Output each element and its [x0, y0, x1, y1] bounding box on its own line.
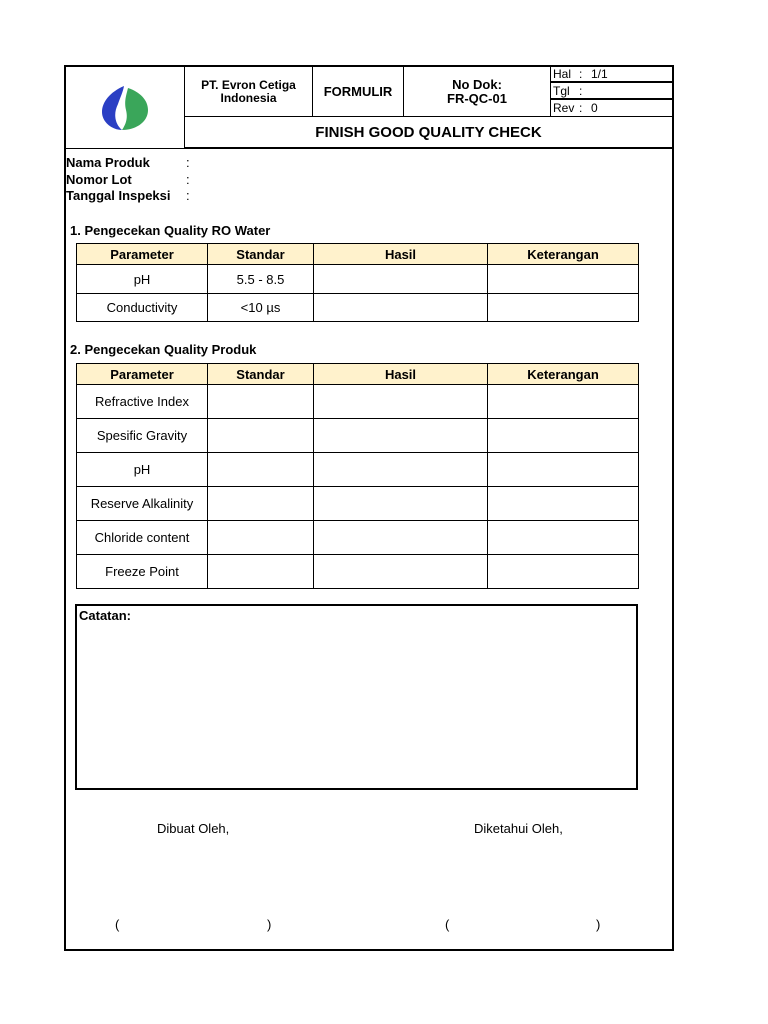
section2-title: 2. Pengecekan Quality Produk [70, 342, 257, 357]
cell-parameter: Refractive Index [77, 385, 208, 419]
table-row [77, 265, 639, 294]
table-row [77, 521, 639, 555]
logo-cell [64, 65, 185, 149]
table-row [77, 385, 639, 419]
cell-hasil[interactable] [314, 487, 488, 521]
form-type-cell [312, 65, 404, 117]
product-quality-table [76, 363, 639, 589]
cell-keterangan[interactable] [488, 521, 639, 555]
info-inspection-date [66, 188, 190, 203]
form-type-label: FORMULIR [323, 84, 393, 99]
cell-keterangan[interactable] [488, 419, 639, 453]
cell-parameter: Chloride content [77, 521, 208, 555]
col-header-parameter: Parameter [77, 244, 208, 265]
meta-colon: : [579, 83, 583, 98]
doc-number-cell [403, 65, 551, 117]
meta-colon: : [579, 67, 583, 81]
made-by-label: Dibuat Oleh, [157, 821, 230, 836]
form-title-cell [184, 116, 674, 149]
meta-colon: : [579, 101, 583, 115]
cell-standar[interactable] [208, 385, 314, 419]
cell-keterangan[interactable] [488, 487, 639, 521]
company-name-cell [184, 65, 313, 117]
signature-right-open-paren: ( [445, 917, 450, 932]
table-row [77, 453, 639, 487]
col-header-standar: Standar [208, 244, 314, 265]
section1-title: 1. Pengecekan Quality RO Water [70, 223, 271, 238]
cell-hasil[interactable] [314, 453, 488, 487]
col-header-keterangan: Keterangan [488, 244, 639, 265]
info-label: Nomor Lot [66, 172, 132, 187]
info-colon: : [186, 172, 190, 187]
cell-hasil[interactable] [314, 385, 488, 419]
signature-left-open-paren: ( [115, 917, 120, 932]
company-logo-icon [100, 84, 150, 132]
doc-number-label: No Dok: [452, 76, 502, 92]
cell-parameter: Freeze Point [77, 555, 208, 589]
company-name-line2: Indonesia [220, 90, 277, 105]
cell-standar: 5.5 - 8.5 [208, 265, 314, 294]
meta-row-page [550, 65, 674, 82]
col-header-hasil: Hasil [314, 244, 488, 265]
meta-key: Rev [553, 101, 575, 115]
cell-standar[interactable] [208, 419, 314, 453]
col-header-standar: Standar [208, 364, 314, 385]
cell-hasil[interactable] [314, 419, 488, 453]
meta-key: Hal [553, 67, 572, 81]
meta-row-revision [550, 99, 674, 117]
cell-hasil[interactable] [314, 265, 488, 294]
info-product-name [66, 155, 190, 170]
info-lot-number [66, 172, 190, 187]
meta-value: 0 [591, 101, 598, 115]
col-header-parameter: Parameter [77, 364, 208, 385]
cell-parameter: pH [77, 453, 208, 487]
cell-standar[interactable] [208, 487, 314, 521]
table-header-row [77, 364, 639, 385]
cell-parameter: pH [77, 265, 208, 294]
info-label: Nama Produk [66, 155, 150, 170]
cell-standar[interactable] [208, 453, 314, 487]
meta-value: 1/1 [591, 67, 608, 81]
ro-water-table [76, 243, 639, 322]
info-label: Tanggal Inspeksi [66, 188, 171, 203]
doc-number-value: FR-QC-01 [447, 90, 507, 106]
acknowledged-by-label: Diketahui Oleh, [474, 821, 563, 836]
cell-parameter: Reserve Alkalinity [77, 487, 208, 521]
cell-standar: <10 µs [208, 294, 314, 322]
cell-parameter: Conductivity [77, 294, 208, 322]
table-header-row [77, 244, 639, 265]
cell-keterangan[interactable] [488, 385, 639, 419]
form-title: FINISH GOOD QUALITY CHECK [315, 123, 542, 141]
meta-row-date [550, 82, 674, 99]
signature-left-close-paren: ) [267, 917, 272, 932]
cell-parameter: Spesific Gravity [77, 419, 208, 453]
col-header-hasil: Hasil [314, 364, 488, 385]
info-colon: : [186, 188, 190, 203]
cell-hasil[interactable] [314, 521, 488, 555]
col-header-keterangan: Keterangan [488, 364, 639, 385]
cell-hasil[interactable] [314, 555, 488, 589]
cell-standar[interactable] [208, 555, 314, 589]
cell-keterangan[interactable] [488, 453, 639, 487]
table-row [77, 555, 639, 589]
cell-keterangan[interactable] [488, 294, 639, 322]
notes-label: Catatan: [79, 608, 132, 623]
signature-right-close-paren: ) [596, 917, 601, 932]
cell-keterangan[interactable] [488, 555, 639, 589]
meta-key: Tgl [553, 83, 570, 98]
cell-hasil[interactable] [314, 294, 488, 322]
notes-box[interactable] [75, 604, 638, 790]
cell-standar[interactable] [208, 521, 314, 555]
table-row [77, 294, 639, 322]
company-name-line1: PT. Evron Cetiga [201, 77, 296, 92]
table-row [77, 487, 639, 521]
cell-keterangan[interactable] [488, 265, 639, 294]
table-row [77, 419, 639, 453]
info-colon: : [186, 155, 190, 170]
